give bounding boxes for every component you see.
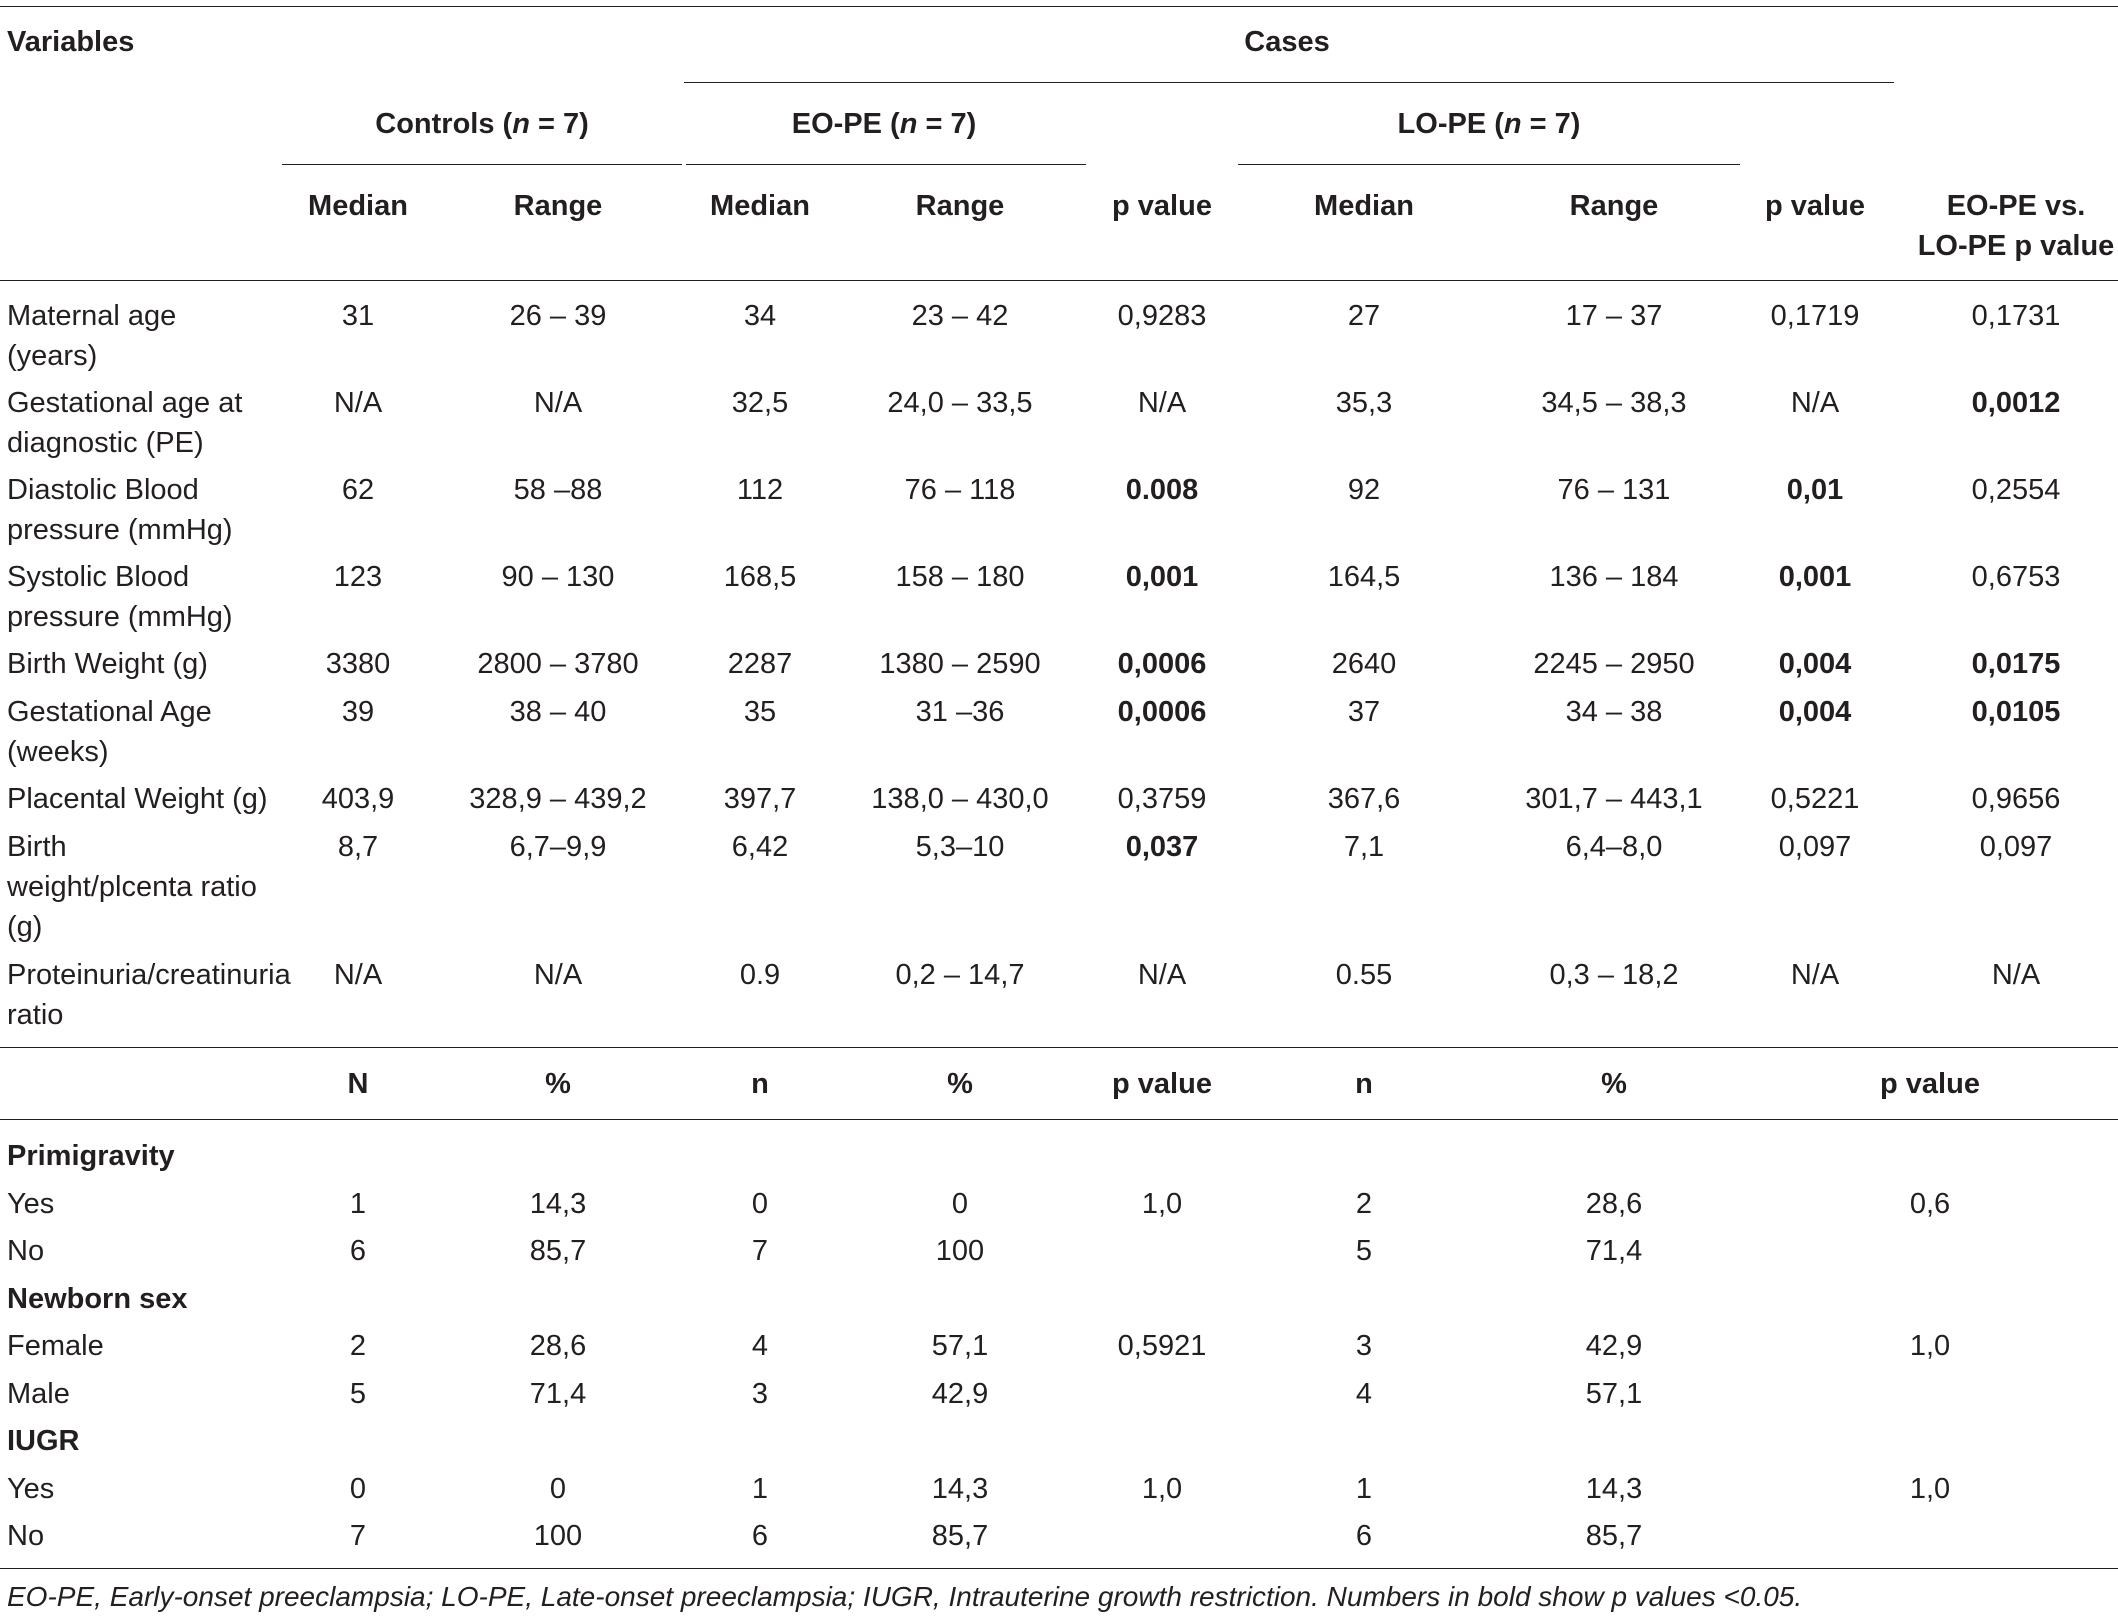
table-cell: 0,1719 xyxy=(1770,300,1860,332)
cases-underline xyxy=(684,82,1894,83)
row-label: ratio xyxy=(7,999,64,1031)
table-cell: 0,0175 xyxy=(1971,648,2061,680)
table-cell: 1 xyxy=(349,1187,367,1220)
row-label: No xyxy=(7,1520,45,1552)
row-label: Gestational age at xyxy=(7,387,243,419)
table-cell: 1,0 xyxy=(1141,1187,1183,1220)
table-cell: 7,1 xyxy=(1343,831,1385,863)
table-cell: 0,0012 xyxy=(1971,387,2061,419)
table-cell: 0,0105 xyxy=(1971,696,2061,728)
row-label: Birth xyxy=(7,831,67,863)
eo-pe-group-header: EO-PE (n = 7) xyxy=(791,108,977,140)
table-cell: 100 xyxy=(935,1235,985,1267)
categorical-header-cell: % xyxy=(1601,1068,1627,1100)
table-cell: 0,097 xyxy=(1979,831,2053,863)
table-cell: 0 xyxy=(549,1472,567,1505)
table-cell: 57,1 xyxy=(1585,1377,1643,1410)
table-cell: N/A xyxy=(533,959,583,991)
table-cell: 42,9 xyxy=(1585,1330,1643,1362)
table-cell: 397,7 xyxy=(723,783,797,815)
table-cell: 164,5 xyxy=(1327,561,1401,593)
table-cell: 2800 – 3780 xyxy=(477,648,639,680)
controls-median-header: Median xyxy=(308,190,408,222)
table-cell: 7 xyxy=(349,1520,367,1552)
table-cell: 403,9 xyxy=(321,783,395,815)
categorical-header-cell: n xyxy=(1355,1068,1373,1100)
table-cell: 28,6 xyxy=(1585,1187,1643,1220)
table-cell: 39 xyxy=(341,696,375,728)
lo-pe-group-header: LO-PE (n = 7) xyxy=(1397,108,1581,140)
table-cell: N/A xyxy=(533,387,583,419)
eo-vs-lo-header-line2: LO-PE p value xyxy=(1917,230,2115,262)
table-cell: 0,1731 xyxy=(1971,300,2061,332)
lo-p-value-header: p value xyxy=(1765,190,1865,222)
table-cell: 158 – 180 xyxy=(895,561,1025,593)
table-cell: 6,7–9,9 xyxy=(509,831,607,863)
table-cell: 4 xyxy=(1355,1377,1373,1410)
categorical-header-cell: p value xyxy=(1112,1068,1212,1100)
table-footnote: EO-PE, Early-onset preeclampsia; LO-PE, Late-onset preeclampsia; IUGR, Intrauterine growth restriction. Numbers in bold show p values <0.05. xyxy=(7,1581,1803,1612)
categorical-header-cell: n xyxy=(751,1068,769,1100)
table-cell: 0,5921 xyxy=(1117,1330,1207,1362)
table-cell: N/A xyxy=(1790,959,1840,991)
table-cell: 2245 – 2950 xyxy=(1533,648,1695,680)
controls-underline xyxy=(282,164,682,165)
table-cell: 0 xyxy=(751,1187,769,1220)
table-cell: 6 xyxy=(1355,1520,1373,1552)
table-cell: 1 xyxy=(1355,1472,1373,1505)
row-label: Female xyxy=(7,1330,104,1362)
table-cell: 24,0 – 33,5 xyxy=(887,387,1033,419)
table-cell: 138,0 – 430,0 xyxy=(871,783,1049,815)
table-cell: 6,4–8,0 xyxy=(1565,831,1663,863)
eo-median-header: Median xyxy=(710,190,810,222)
table-cell: 0.9 xyxy=(739,959,781,991)
table-cell: 7 xyxy=(751,1235,769,1267)
table-cell: 0,2 – 14,7 xyxy=(895,959,1025,991)
categorical-header-cell: % xyxy=(947,1068,973,1100)
table-cell: 6 xyxy=(751,1520,769,1552)
table-cell: 1,0 xyxy=(1141,1472,1183,1505)
table-cell: 0,0006 xyxy=(1117,696,1207,728)
table-cell: 328,9 – 439,2 xyxy=(469,783,647,815)
table-cell: 85,7 xyxy=(931,1520,989,1552)
row-label: Yes xyxy=(7,1472,55,1505)
table-cell: 17 – 37 xyxy=(1565,300,1663,332)
table-cell: 31 –36 xyxy=(915,696,1005,728)
categorical-header-rule xyxy=(0,1119,2118,1120)
table-cell: 0.55 xyxy=(1335,959,1393,991)
table-cell: 4 xyxy=(751,1330,769,1362)
table-cell: 34 – 38 xyxy=(1565,696,1663,728)
table-cell: 92 xyxy=(1347,474,1381,506)
table-cell: 3 xyxy=(1355,1330,1373,1362)
eo-p-value-header: p value xyxy=(1112,190,1212,222)
table-cell: 136 – 184 xyxy=(1549,561,1679,593)
table-cell: 6,42 xyxy=(731,831,789,863)
group-title: IUGR xyxy=(7,1425,80,1457)
table-cell: 0,01 xyxy=(1786,474,1844,506)
table-cell: 34 xyxy=(743,300,777,332)
section-divider-rule xyxy=(0,1047,2118,1048)
eo-range-header: Range xyxy=(915,190,1005,222)
table-cell: 5 xyxy=(1355,1235,1373,1267)
table-cell: 0,097 xyxy=(1778,831,1852,863)
table-cell: 0,6753 xyxy=(1971,561,2061,593)
table-cell: 37 xyxy=(1347,696,1381,728)
table-cell: 0,3759 xyxy=(1117,783,1207,815)
categorical-header-cell: N xyxy=(347,1068,369,1100)
controls-group-header: Controls (n = 7) xyxy=(375,108,589,140)
controls-range-header: Range xyxy=(513,190,603,222)
categorical-header-cell: % xyxy=(545,1068,571,1100)
table-cell: 3 xyxy=(751,1377,769,1410)
table-cell: 0,001 xyxy=(1125,561,1199,593)
table-cell: 71,4 xyxy=(529,1377,587,1410)
table-cell: 14,3 xyxy=(931,1472,989,1505)
variables-header: Variables xyxy=(7,26,135,58)
row-label: Gestational Age xyxy=(7,696,212,728)
table-cell: 57,1 xyxy=(931,1330,989,1362)
row-label: (g) xyxy=(7,911,43,943)
table-cell: 1,0 xyxy=(1909,1330,1951,1362)
lo-range-header: Range xyxy=(1569,190,1659,222)
table-cell: 38 – 40 xyxy=(509,696,607,728)
table-cell: 58 –88 xyxy=(513,474,603,506)
table-cell: 34,5 – 38,3 xyxy=(1541,387,1687,419)
eo-pe-underline xyxy=(686,164,1086,165)
table-cell: 3380 xyxy=(325,648,391,680)
lo-pe-underline xyxy=(1238,164,1740,165)
row-label: weight/plcenta ratio xyxy=(7,871,257,903)
table-cell: 5 xyxy=(349,1377,367,1410)
table-cell: 14,3 xyxy=(529,1187,587,1220)
table-cell: 0,004 xyxy=(1778,696,1852,728)
table-cell: N/A xyxy=(1137,959,1187,991)
row-label: Diastolic Blood xyxy=(7,474,199,506)
table-cell: 42,9 xyxy=(931,1377,989,1410)
table-cell: 1 xyxy=(751,1472,769,1505)
table-cell: 31 xyxy=(341,300,375,332)
table-cell: 27 xyxy=(1347,300,1381,332)
table-cell: 32,5 xyxy=(731,387,789,419)
table-cell: 0,037 xyxy=(1125,831,1199,863)
row-label: Placental Weight (g) xyxy=(7,783,268,815)
table-cell: 26 – 39 xyxy=(509,300,607,332)
table-cell: 0,0006 xyxy=(1117,648,1207,680)
row-label: diagnostic (PE) xyxy=(7,427,204,459)
table-cell: 2640 xyxy=(1331,648,1397,680)
row-label: pressure (mmHg) xyxy=(7,601,233,633)
table-cell: 0,004 xyxy=(1778,648,1852,680)
table-cell: 90 – 130 xyxy=(501,561,615,593)
table-cell: 28,6 xyxy=(529,1330,587,1362)
table-cell: 0,2554 xyxy=(1971,474,2061,506)
table-cell: 76 – 118 xyxy=(904,474,1016,506)
table-top-rule xyxy=(0,6,2118,7)
table-cell: 0 xyxy=(349,1472,367,1505)
table-cell: 8,7 xyxy=(337,831,379,863)
table-cell: 0,9283 xyxy=(1117,300,1207,332)
table-cell: 35 xyxy=(743,696,777,728)
table-cell: N/A xyxy=(333,387,383,419)
row-label: (years) xyxy=(7,340,98,372)
table-cell: 23 – 42 xyxy=(911,300,1009,332)
table-cell: 2287 xyxy=(727,648,793,680)
table-cell: 1380 – 2590 xyxy=(879,648,1041,680)
table-cell: 2 xyxy=(1355,1187,1373,1220)
group-title: Primigravity xyxy=(7,1140,175,1172)
table-cell: 0,9656 xyxy=(1971,783,2061,815)
table-cell: 6 xyxy=(349,1235,367,1267)
categorical-header-cell: p value xyxy=(1880,1068,1980,1100)
table-cell: 112 xyxy=(736,474,784,506)
table-cell: 367,6 xyxy=(1327,783,1401,815)
table-cell: 0,6 xyxy=(1909,1187,1951,1220)
table-cell: N/A xyxy=(1137,387,1187,419)
table-cell: 0,001 xyxy=(1778,561,1852,593)
cases-header: Cases xyxy=(1244,26,1330,58)
table-cell: N/A xyxy=(1790,387,1840,419)
table-cell: 85,7 xyxy=(529,1235,587,1267)
table-cell: 0,3 – 18,2 xyxy=(1549,959,1679,991)
row-label: Maternal age xyxy=(7,300,177,332)
table-cell: 301,7 – 443,1 xyxy=(1525,783,1703,815)
table-bottom-rule xyxy=(0,1568,2118,1569)
table-cell: 14,3 xyxy=(1585,1472,1643,1505)
header-bottom-rule xyxy=(0,280,2118,281)
table-cell: 0,5221 xyxy=(1770,783,1860,815)
table-cell: 71,4 xyxy=(1585,1235,1643,1267)
table-cell: 85,7 xyxy=(1585,1520,1643,1552)
row-label: (weeks) xyxy=(7,736,109,768)
group-title: Newborn sex xyxy=(7,1282,188,1315)
table-cell: N/A xyxy=(333,959,383,991)
row-label: Birth Weight (g) xyxy=(7,648,208,680)
table-cell: N/A xyxy=(1991,959,2041,991)
table-cell: 168,5 xyxy=(723,561,797,593)
row-label: Systolic Blood xyxy=(7,561,190,593)
lo-median-header: Median xyxy=(1314,190,1414,222)
row-label: pressure (mmHg) xyxy=(7,514,233,546)
table-cell: 76 – 131 xyxy=(1557,474,1671,506)
table-cell: 35,3 xyxy=(1335,387,1393,419)
eo-vs-lo-header-line1: EO-PE vs. xyxy=(1946,190,2086,222)
table-cell: 1,0 xyxy=(1909,1472,1951,1505)
table-cell: 123 xyxy=(333,561,383,593)
table-cell: 0 xyxy=(951,1187,969,1220)
row-label: Male xyxy=(7,1377,70,1410)
table-cell: 100 xyxy=(533,1520,583,1552)
row-label: Yes xyxy=(7,1187,55,1220)
row-label: Proteinuria/creatinuria xyxy=(7,959,291,991)
table-cell: 2 xyxy=(349,1330,367,1362)
table-cell: 5,3–10 xyxy=(915,831,1005,863)
row-label: No xyxy=(7,1235,45,1267)
table-cell: 62 xyxy=(341,474,375,506)
table-cell: 0.008 xyxy=(1125,474,1199,506)
